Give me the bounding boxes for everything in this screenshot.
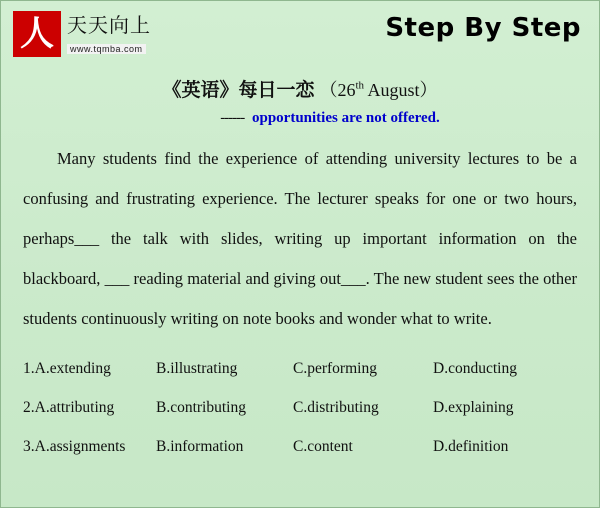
title-date-prefix: （26 — [319, 80, 356, 100]
option-c[interactable]: C.distributing — [293, 399, 379, 416]
option-c[interactable]: C.content — [293, 438, 353, 455]
option-d[interactable]: D.definition — [433, 438, 509, 455]
subnote — [1, 110, 599, 127]
logo-mark-icon — [13, 11, 61, 57]
brand-title: Step By Step — [385, 13, 581, 43]
table-row — [23, 388, 577, 427]
option-a[interactable]: 2.A.attributing — [23, 399, 115, 416]
option-c[interactable]: C.performing — [293, 360, 377, 377]
table-row — [23, 349, 577, 388]
subnote-dashes: ------ — [220, 110, 245, 126]
answer-options — [23, 349, 577, 466]
page-title — [1, 75, 599, 102]
page-header — [1, 1, 599, 65]
logo-person-glyph: 人 — [20, 14, 54, 54]
option-b[interactable]: B.contributing — [156, 399, 246, 416]
logo-chinese-text: 天天向上 — [67, 13, 151, 37]
title-chinese: 《英语》每日一恋 — [162, 79, 315, 101]
option-d[interactable]: D.conducting — [433, 360, 517, 377]
passage-text: Many students find the experience of attending university lectures to be a confusing and frustrating experience. The lecturer speaks for one or two hours, perhaps___ the talk with slides, writing up important information on the blackboard, ___ reading material and giving out___. The new student sees the other students continuously writing on note books and wonder what to write. — [23, 149, 577, 328]
subnote-hint-text: opportunities are not offered. — [251, 110, 440, 126]
table-row — [23, 427, 577, 466]
site-logo[interactable] — [13, 11, 165, 57]
option-a[interactable]: 3.A.assignments — [23, 438, 126, 455]
option-d[interactable]: D.explaining — [433, 399, 514, 416]
option-b[interactable]: B.information — [156, 438, 244, 455]
title-date-superscript: th — [355, 79, 365, 92]
title-date-suffix: August） — [364, 80, 438, 100]
logo-text-block — [61, 11, 165, 57]
logo-url: www.tqmba.com — [67, 44, 146, 54]
option-b[interactable]: B.illustrating — [156, 360, 238, 377]
option-a[interactable]: 1.A.extending — [23, 360, 111, 377]
